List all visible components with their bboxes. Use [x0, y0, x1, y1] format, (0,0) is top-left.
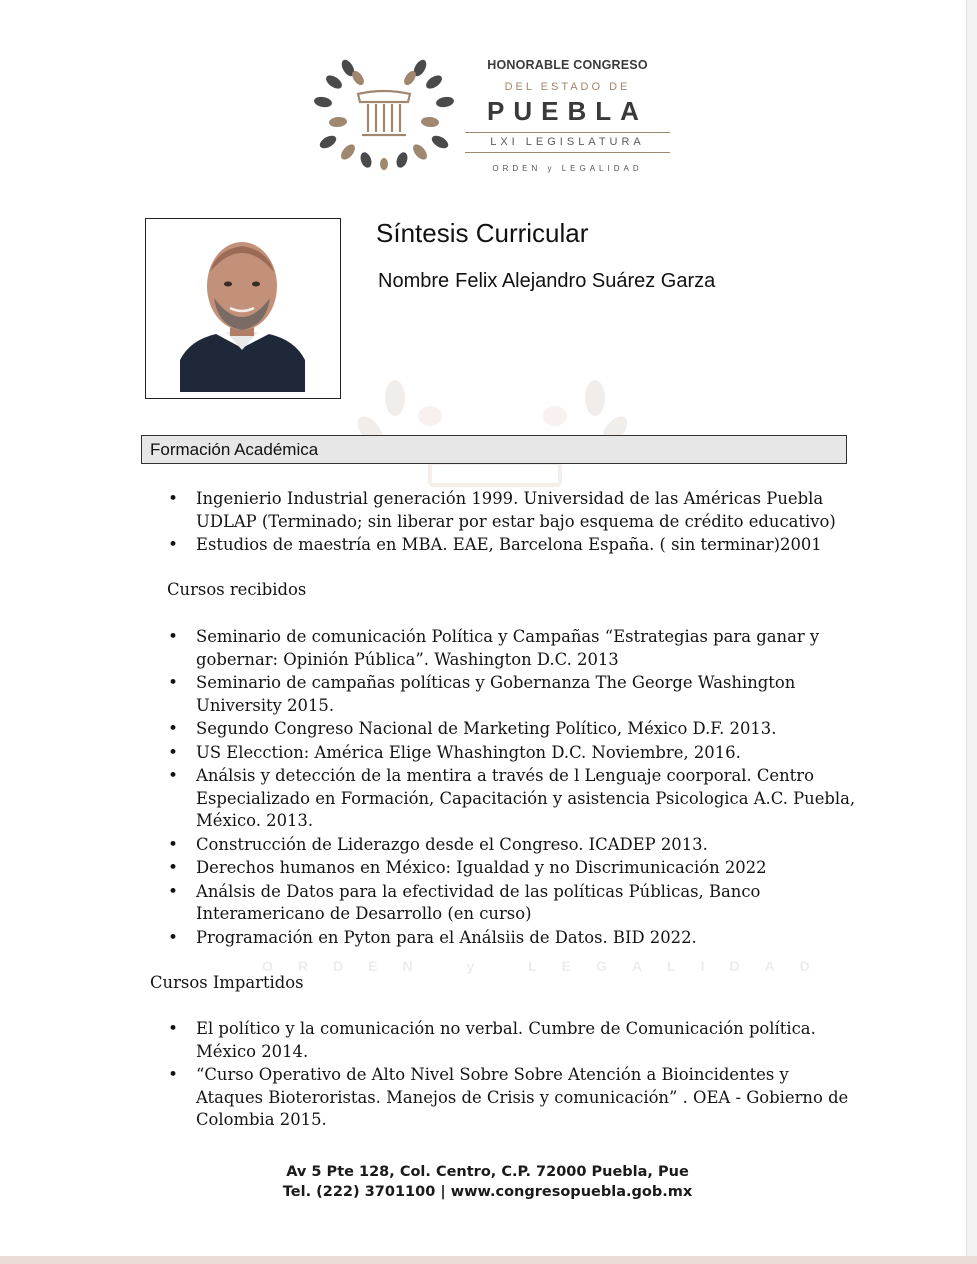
section-title: Formación Académica — [150, 440, 319, 459]
footer-address: Av 5 Pte 128, Col. Centro, C.P. 72000 Puebla, Pue — [286, 1164, 689, 1180]
congress-emblem-icon — [314, 56, 454, 172]
org-state: PUEBLA — [487, 96, 648, 126]
list-item: • US Elecction: América Elige Whashington D.C. Noviembre, 2016. — [196, 742, 856, 765]
list-item: • Ingenierio Industrial generación 1999. Universidad de las Américas Puebla UDLAP (Terminado; sin liberar por estar bajo esquema de crédito educativo) — [196, 488, 856, 533]
cursos-impartidos-list — [196, 1018, 856, 1133]
profile-photo-frame — [145, 218, 341, 399]
list-item: • Seminario de campañas políticas y Gobernanza The George Washington University 2015. — [196, 672, 856, 717]
footer — [230, 1162, 745, 1202]
org-legislature: LXI LEGISLATURA — [490, 136, 645, 148]
footer-contact: Tel. (222) 3701100 | www.congresopuebla.gob.mx — [282, 1184, 693, 1200]
divider — [465, 152, 670, 153]
list-item: • Programación en Pyton para el Análsiis de Datos. BID 2022. — [196, 927, 856, 950]
watermark-motto: ORDEN y LEGALIDAD — [262, 958, 835, 974]
list-item: • Derechos humanos en México: Igualdad y no Discrimunicación 2022 — [196, 857, 856, 880]
watermark-emblem-icon — [340, 378, 640, 488]
name-label: Nombre — [378, 270, 450, 292]
org-name: HONORABLE CONGRESO — [487, 58, 648, 72]
list-item: • Estudios de maestría en MBA. EAE, Barcelona España. ( sin terminar)2001 — [196, 534, 856, 557]
list-item: • Seminario de comunicación Política y Campañas “Estrategias para ganar y gobernar: Opinión Pública”. Washington D.C. 2013 — [196, 626, 856, 671]
page-edge — [966, 0, 977, 1264]
formacion-list — [196, 488, 856, 558]
org-subtitle: DEL ESTADO DE — [504, 81, 631, 93]
list-item: • Análsis de Datos para la efectividad de las políticas Públicas, Banco Interamericano de Desarrollo (en curso) — [196, 881, 856, 926]
name-value: Felix Alejandro Suárez Garza — [455, 270, 716, 292]
cursos-impartidos-heading: Cursos Impartidos — [150, 973, 304, 992]
list-item: • Análsis y detección de la mentira a través de l Lenguaje coorporal. Centro Especializado en Formación, Capacitación y asistencia Psicologica A.C. Puebla, México. 2013. — [196, 765, 856, 833]
person-name — [378, 270, 715, 293]
list-item: • “Curso Operativo de Alto Nivel Sobre Sobre Atención a Bioincidentes y Ataques Bioteroristas. Manejos de Crisis y comunicación” . OEA - Gobierno de Colombia 2015. — [196, 1064, 856, 1132]
list-item: • Segundo Congreso Nacional de Marketing Político, México D.F. 2013. — [196, 718, 856, 741]
org-motto: ORDEN y LEGALIDAD — [492, 164, 643, 173]
cursos-recibidos-heading: Cursos recibidos — [167, 580, 307, 599]
list-item: • El político y la comunicación no verbal. Cumbre de Comunicación política. México 2014. — [196, 1018, 856, 1063]
page-bottom-edge — [0, 1256, 977, 1264]
list-item: • Construcción de Liderazgo desde el Congreso. ICADEP 2013. — [196, 834, 856, 857]
cursos-recibidos-list — [196, 626, 856, 950]
divider — [465, 132, 670, 133]
section-header-formacion — [141, 435, 847, 464]
profile-photo — [180, 232, 305, 392]
document-title: Síntesis Curricular — [376, 218, 589, 248]
